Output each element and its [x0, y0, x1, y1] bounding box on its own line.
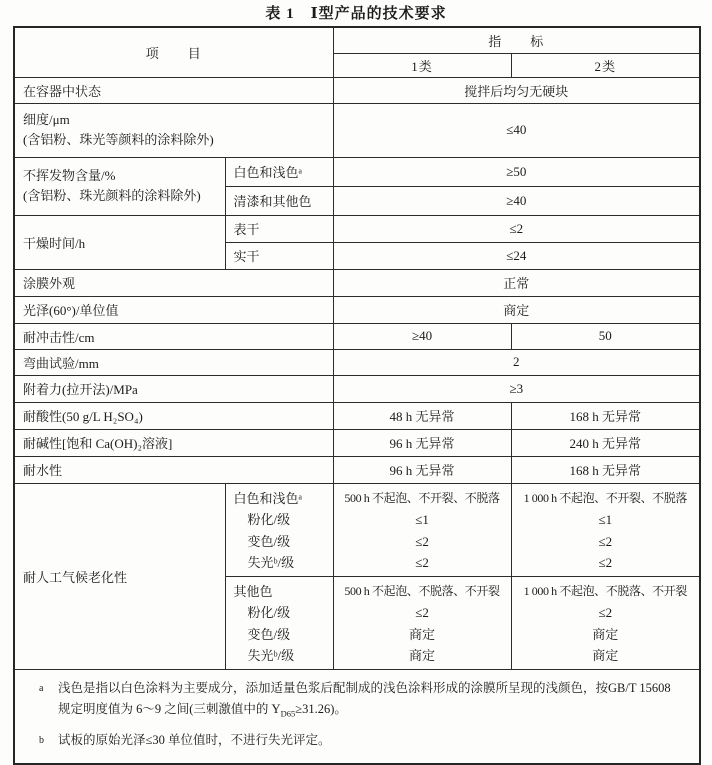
- row-label-alkali: 耐碱性[饱和 Ca(OH)₂溶液]: [14, 429, 333, 456]
- value-surface-dry: ≤2: [333, 215, 700, 242]
- row-label-container-state: 在容器中状态: [14, 77, 333, 103]
- header-class2: 2类: [511, 53, 700, 77]
- value-gloss: 商定: [333, 296, 700, 323]
- value-water-class2: 168 h 无异常: [511, 456, 700, 483]
- nonvolatile-label-line2: (含铝粉、珠光颜料的涂料除外): [23, 188, 201, 203]
- header-class1: 1类: [333, 53, 511, 77]
- table-title: 表 1 Ⅰ型产品的技术要求: [265, 6, 447, 22]
- footnote-b-marker: b: [39, 735, 44, 746]
- footnote-a-marker: a: [39, 682, 44, 694]
- weathering-s2-sub-discoloration: 变色/级: [247, 626, 291, 642]
- value-acid-class1: 48 h 无异常: [333, 402, 511, 429]
- value-container-state: 搅拌后均匀无硬块: [333, 77, 700, 103]
- row-acid-resistance: [14, 402, 700, 429]
- cell-line: ≤1: [598, 512, 613, 527]
- row-label-acid: 耐酸性(50 g/L H₂SO₄): [14, 402, 333, 429]
- row-water-resistance: [14, 456, 700, 483]
- weathering-s2-sub-chalking: 粉化/级: [247, 605, 291, 620]
- header-index: 指 标: [333, 27, 700, 53]
- cell-line: ≤2: [598, 533, 613, 549]
- footnote-a: [15, 678, 685, 725]
- row-adhesion: [14, 375, 700, 402]
- cell-line: 500 h 不起泡、不脱落、不开裂: [344, 583, 500, 598]
- weathering-s1-subitems: [225, 483, 333, 576]
- footnote-b-text: 试板的原始光泽≤30 单位值时，不进行失光评定。: [58, 733, 331, 747]
- value-adhesion: ≥3: [333, 375, 700, 402]
- cell-line: 商定: [592, 626, 619, 642]
- value-water-class1: 96 h 无异常: [333, 456, 511, 483]
- row-label-adhesion: 附着力(拉开法)/MPa: [14, 375, 333, 402]
- cell-line: ≤2: [598, 605, 613, 620]
- row-bend-test: [14, 349, 700, 375]
- row-nonvolatile-1: [14, 157, 700, 186]
- weathering-s2-sub-gloss-loss: 失光ᵇ/级: [247, 648, 295, 663]
- cell-line: 1 000 h 不起泡、不开裂、不脱落: [523, 490, 687, 505]
- row-weathering-section1: [14, 483, 700, 576]
- footnote-b: [15, 730, 685, 751]
- weathering-s1-class2-values: [511, 483, 700, 576]
- subitem-surface-dry: 表干: [225, 215, 333, 242]
- subitem-hard-dry: 实干: [225, 242, 333, 269]
- value-impact-class1: ≥40: [333, 323, 511, 349]
- weathering-s2-class1-values: [333, 576, 511, 669]
- cell-line: ≤2: [415, 533, 429, 549]
- value-fineness: ≤40: [333, 103, 700, 157]
- fineness-label-line2: (含铝粉、珠光等颜料的涂料除外): [23, 132, 214, 147]
- footnote-a-text-pre: 浅色是指以白色涂料为主要成分，添加适量色浆后配制成的浅色涂料形成的涂膜所呈现的浅颜色，按GB/T 15608 规定明度值为 6～9 之间(三刺激值中的 Y: [58, 680, 671, 716]
- row-label-weathering: 耐人工气候老化性: [14, 483, 225, 669]
- weathering-s1-sub-color: 白色和浅色ᵃ: [233, 490, 303, 506]
- cell-line: 商定: [592, 648, 619, 663]
- value-nonvolatile-varnish: ≥40: [333, 186, 700, 215]
- row-label-nonvolatile: [14, 157, 225, 215]
- row-film-appearance: [14, 269, 700, 296]
- row-label-bend: 弯曲试验/mm: [14, 349, 333, 375]
- row-label-fineness: [14, 103, 333, 157]
- footnote-a-subscript: D65: [280, 708, 296, 718]
- row-impact-resistance: [14, 323, 700, 349]
- row-fineness: [14, 103, 700, 157]
- cell-line: 1 000 h 不起泡、不脱落、不开裂: [523, 583, 687, 598]
- value-hard-dry: ≤24: [333, 242, 700, 269]
- row-label-impact: 耐冲击性/cm: [14, 323, 333, 349]
- row-label-drying-time: 干燥时间/h: [14, 215, 225, 269]
- cell-line: ≤2: [415, 605, 429, 620]
- value-alkali-class2: 240 h 无异常: [511, 429, 700, 456]
- subitem-white-light-color: 白色和浅色ᵃ: [225, 157, 333, 186]
- cell-line: ≤2: [415, 555, 429, 570]
- row-label-film-appearance: 涂膜外观: [14, 269, 333, 296]
- row-label-gloss: 光泽(60°)/单位值: [14, 296, 333, 323]
- nonvolatile-label-line1: 不挥发物含量/%: [23, 168, 116, 183]
- requirements-table: [13, 26, 701, 765]
- value-impact-class2: 50: [511, 323, 700, 349]
- footnote-a-text-post: ≥31.26)。: [295, 701, 347, 716]
- row-container-state: [14, 77, 700, 103]
- weathering-s1-sub-chalking: 粉化/级: [247, 512, 291, 527]
- row-footnotes: [14, 669, 700, 764]
- value-bend: 2: [333, 349, 700, 375]
- fineness-label-line1: 细度/μm: [23, 112, 70, 127]
- value-film-appearance: 正常: [333, 269, 700, 296]
- weathering-s1-sub-gloss-loss: 失光ᵇ/级: [247, 555, 295, 570]
- row-alkali-resistance: [14, 429, 700, 456]
- cell-line: ≤2: [598, 555, 613, 570]
- weathering-s2-sub-color: 其他色: [233, 583, 273, 599]
- weathering-s1-sub-discoloration: 变色/级: [247, 533, 291, 549]
- cell-line: ≤1: [415, 512, 429, 527]
- header-row-1: [14, 27, 700, 53]
- row-label-water: 耐水性: [14, 456, 333, 483]
- header-item: 项 目: [14, 27, 333, 77]
- cell-line: 商定: [409, 626, 436, 642]
- value-alkali-class1: 96 h 无异常: [333, 429, 511, 456]
- cell-line: 500 h 不起泡、不开裂、不脱落: [344, 490, 500, 505]
- weathering-s2-subitems: [225, 576, 333, 669]
- weathering-s2-class2-values: [511, 576, 700, 669]
- row-gloss: [14, 296, 700, 323]
- row-drying-time-1: [14, 215, 700, 242]
- footnote-a-text: [58, 681, 671, 716]
- cell-line: 商定: [409, 648, 436, 663]
- subitem-varnish-other-color: 清漆和其他色: [225, 186, 333, 215]
- weathering-s1-class1-values: [333, 483, 511, 576]
- value-nonvolatile-white: ≥50: [333, 157, 700, 186]
- footnotes-cell: [14, 669, 700, 764]
- value-acid-class2: 168 h 无异常: [511, 402, 700, 429]
